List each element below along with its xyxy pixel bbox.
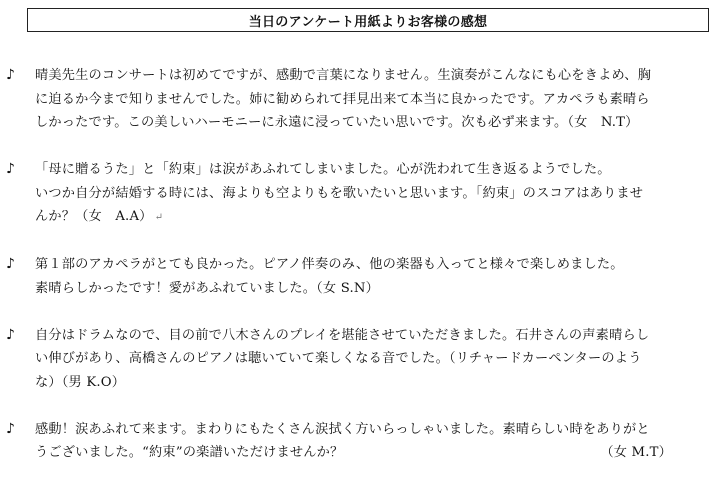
music-note-icon: ♪	[6, 326, 16, 343]
comment-line: しかったです。この美しいハーモニーに永遠に浸っていたい思いです。次も必ず来ます。（女 N.T）	[35, 115, 639, 130]
paragraph-return-icon: ↵	[154, 212, 164, 223]
comment-line: いつか自分が結婚する時には、海よりも空よりもを歌いたいと思います。「約束」のスコアはありませ	[35, 185, 644, 201]
comment-item	[6, 418, 720, 465]
music-note-icon: ♪	[6, 161, 16, 177]
comment-line-with-mark	[35, 205, 720, 230]
page-title	[27, 8, 709, 32]
music-note-icon: ♪	[6, 67, 16, 83]
comments-list	[6, 64, 720, 465]
comment-line: な）（男 K.O）	[35, 374, 126, 390]
comment-line: に迫るか今まで知りませんでした。姉に勧められて拝見出来て本当に良かったです。アカペラも素晴ら	[35, 91, 650, 107]
comment-line: 感動！涙あふれて来ます。まわりにもたくさん涙拭く方いらっしゃいました。素晴らしい時をありがと	[35, 421, 650, 437]
comment-signature: （女 M.T）	[600, 445, 672, 460]
comment-item	[6, 253, 720, 300]
comment-line-text: んか？（女 A.A）	[35, 209, 153, 224]
comment-item	[6, 64, 720, 135]
comment-line: 「母に贈るうた」と「約束」は涙があふれてしまいました。心が洗われて生き返るようでした。	[35, 162, 611, 177]
comment-line: 第１部のアカペラがとても良かった。ピアノ伴奏のみ、他の楽器も入ってと様々で楽しめました。	[35, 257, 624, 272]
music-note-icon: ♪	[6, 256, 16, 272]
comment-line-text: うございました。“約束”の楽譜いただけませんか？	[35, 445, 344, 460]
comment-line: 自分はドラムなので、目の前で八木さんのプレイを堪能させていただきました。石井さんの声素晴らし	[35, 327, 650, 343]
comment-item	[6, 158, 720, 230]
music-note-icon: ♪	[6, 420, 16, 437]
comment-line: 素晴らしかったです！愛があふれていました。（女 S.N）	[35, 280, 379, 296]
comment-item	[6, 324, 720, 395]
comment-line-with-signature	[35, 441, 720, 465]
comment-line: い伸びがあり、高橋さんのピアノは聴いていて楽しくなる音でした。（リチャードカーペンターのよう	[35, 351, 642, 366]
page-title-text: 当日のアンケート用紙よりお客様の感想	[248, 14, 488, 30]
comment-line: 晴美先生のコンサートは初めてですが、感動で言葉になりません。生演奏がこんなにも心をきよめ、胸	[35, 68, 652, 83]
